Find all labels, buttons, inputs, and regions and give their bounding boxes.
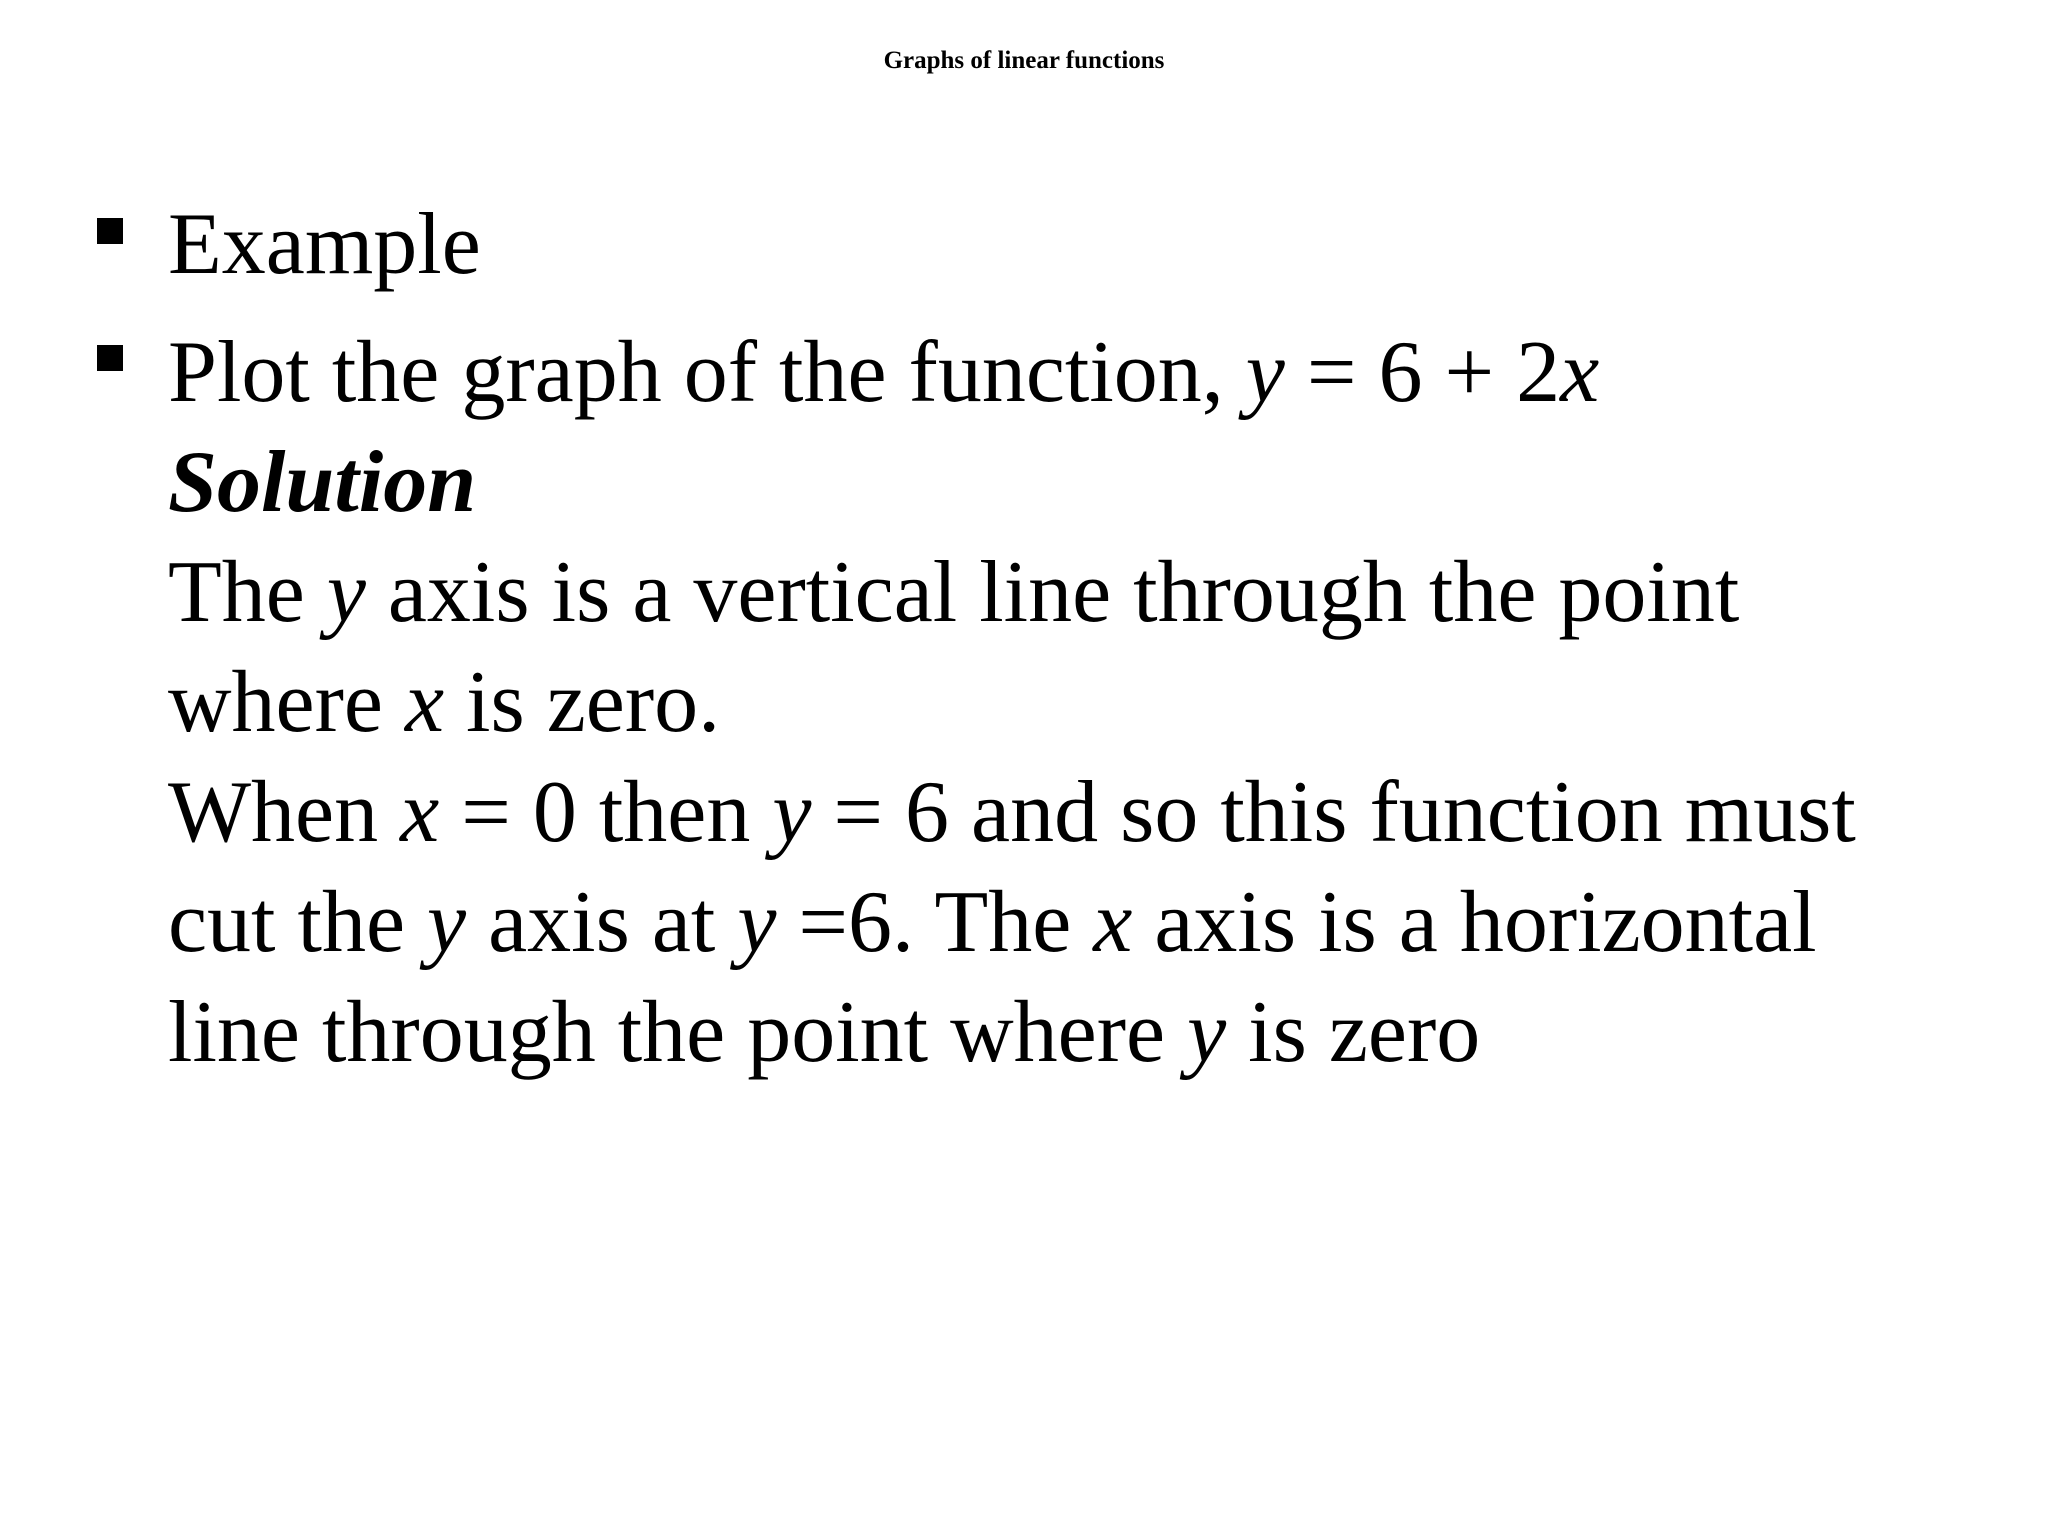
- text-run: is zero: [1226, 984, 1481, 1081]
- solution-line: [168, 758, 1856, 868]
- text-run: cut the: [168, 874, 428, 971]
- text-run: The: [168, 544, 327, 641]
- text-run: where: [168, 654, 405, 751]
- text-run: =6. The: [776, 874, 1094, 971]
- slide-title: Graphs of linear functions: [883, 47, 1165, 74]
- bullet-label: [168, 318, 1599, 428]
- text-run: = 6 and so this function must: [811, 764, 1856, 861]
- bullet-square-icon: [97, 218, 123, 244]
- solution-line: [168, 978, 1480, 1088]
- text-run: axis is a vertical line through the point: [365, 544, 1740, 641]
- bullet-label: Example: [168, 196, 481, 293]
- math-var: y: [737, 874, 777, 971]
- solution-line: [168, 868, 1817, 978]
- solution-line: [168, 648, 720, 758]
- math-var: y: [1187, 984, 1227, 1081]
- math-var: y: [427, 874, 467, 971]
- math-var: x: [1093, 874, 1133, 971]
- bullet-square-icon: [97, 345, 123, 371]
- math-var: x: [400, 764, 440, 861]
- solution-line: [168, 538, 1739, 648]
- text-run: = 0 then: [439, 764, 773, 861]
- text-run: axis is a horizontal: [1132, 874, 1817, 971]
- math-var: x: [404, 654, 445, 751]
- text-run: Plot the graph of the function,: [168, 324, 1246, 421]
- text-run: line through the point where: [168, 984, 1188, 1081]
- solution-heading: Solution: [168, 434, 477, 531]
- math-var: y: [772, 764, 812, 861]
- text-run: = 6 + 2: [1284, 324, 1561, 421]
- math-var: y: [1245, 324, 1285, 421]
- text-run: is zero.: [444, 654, 721, 751]
- math-var: y: [326, 544, 366, 641]
- text-run: When: [168, 764, 401, 861]
- text-run: axis at: [466, 874, 738, 971]
- math-var: x: [1560, 324, 1600, 421]
